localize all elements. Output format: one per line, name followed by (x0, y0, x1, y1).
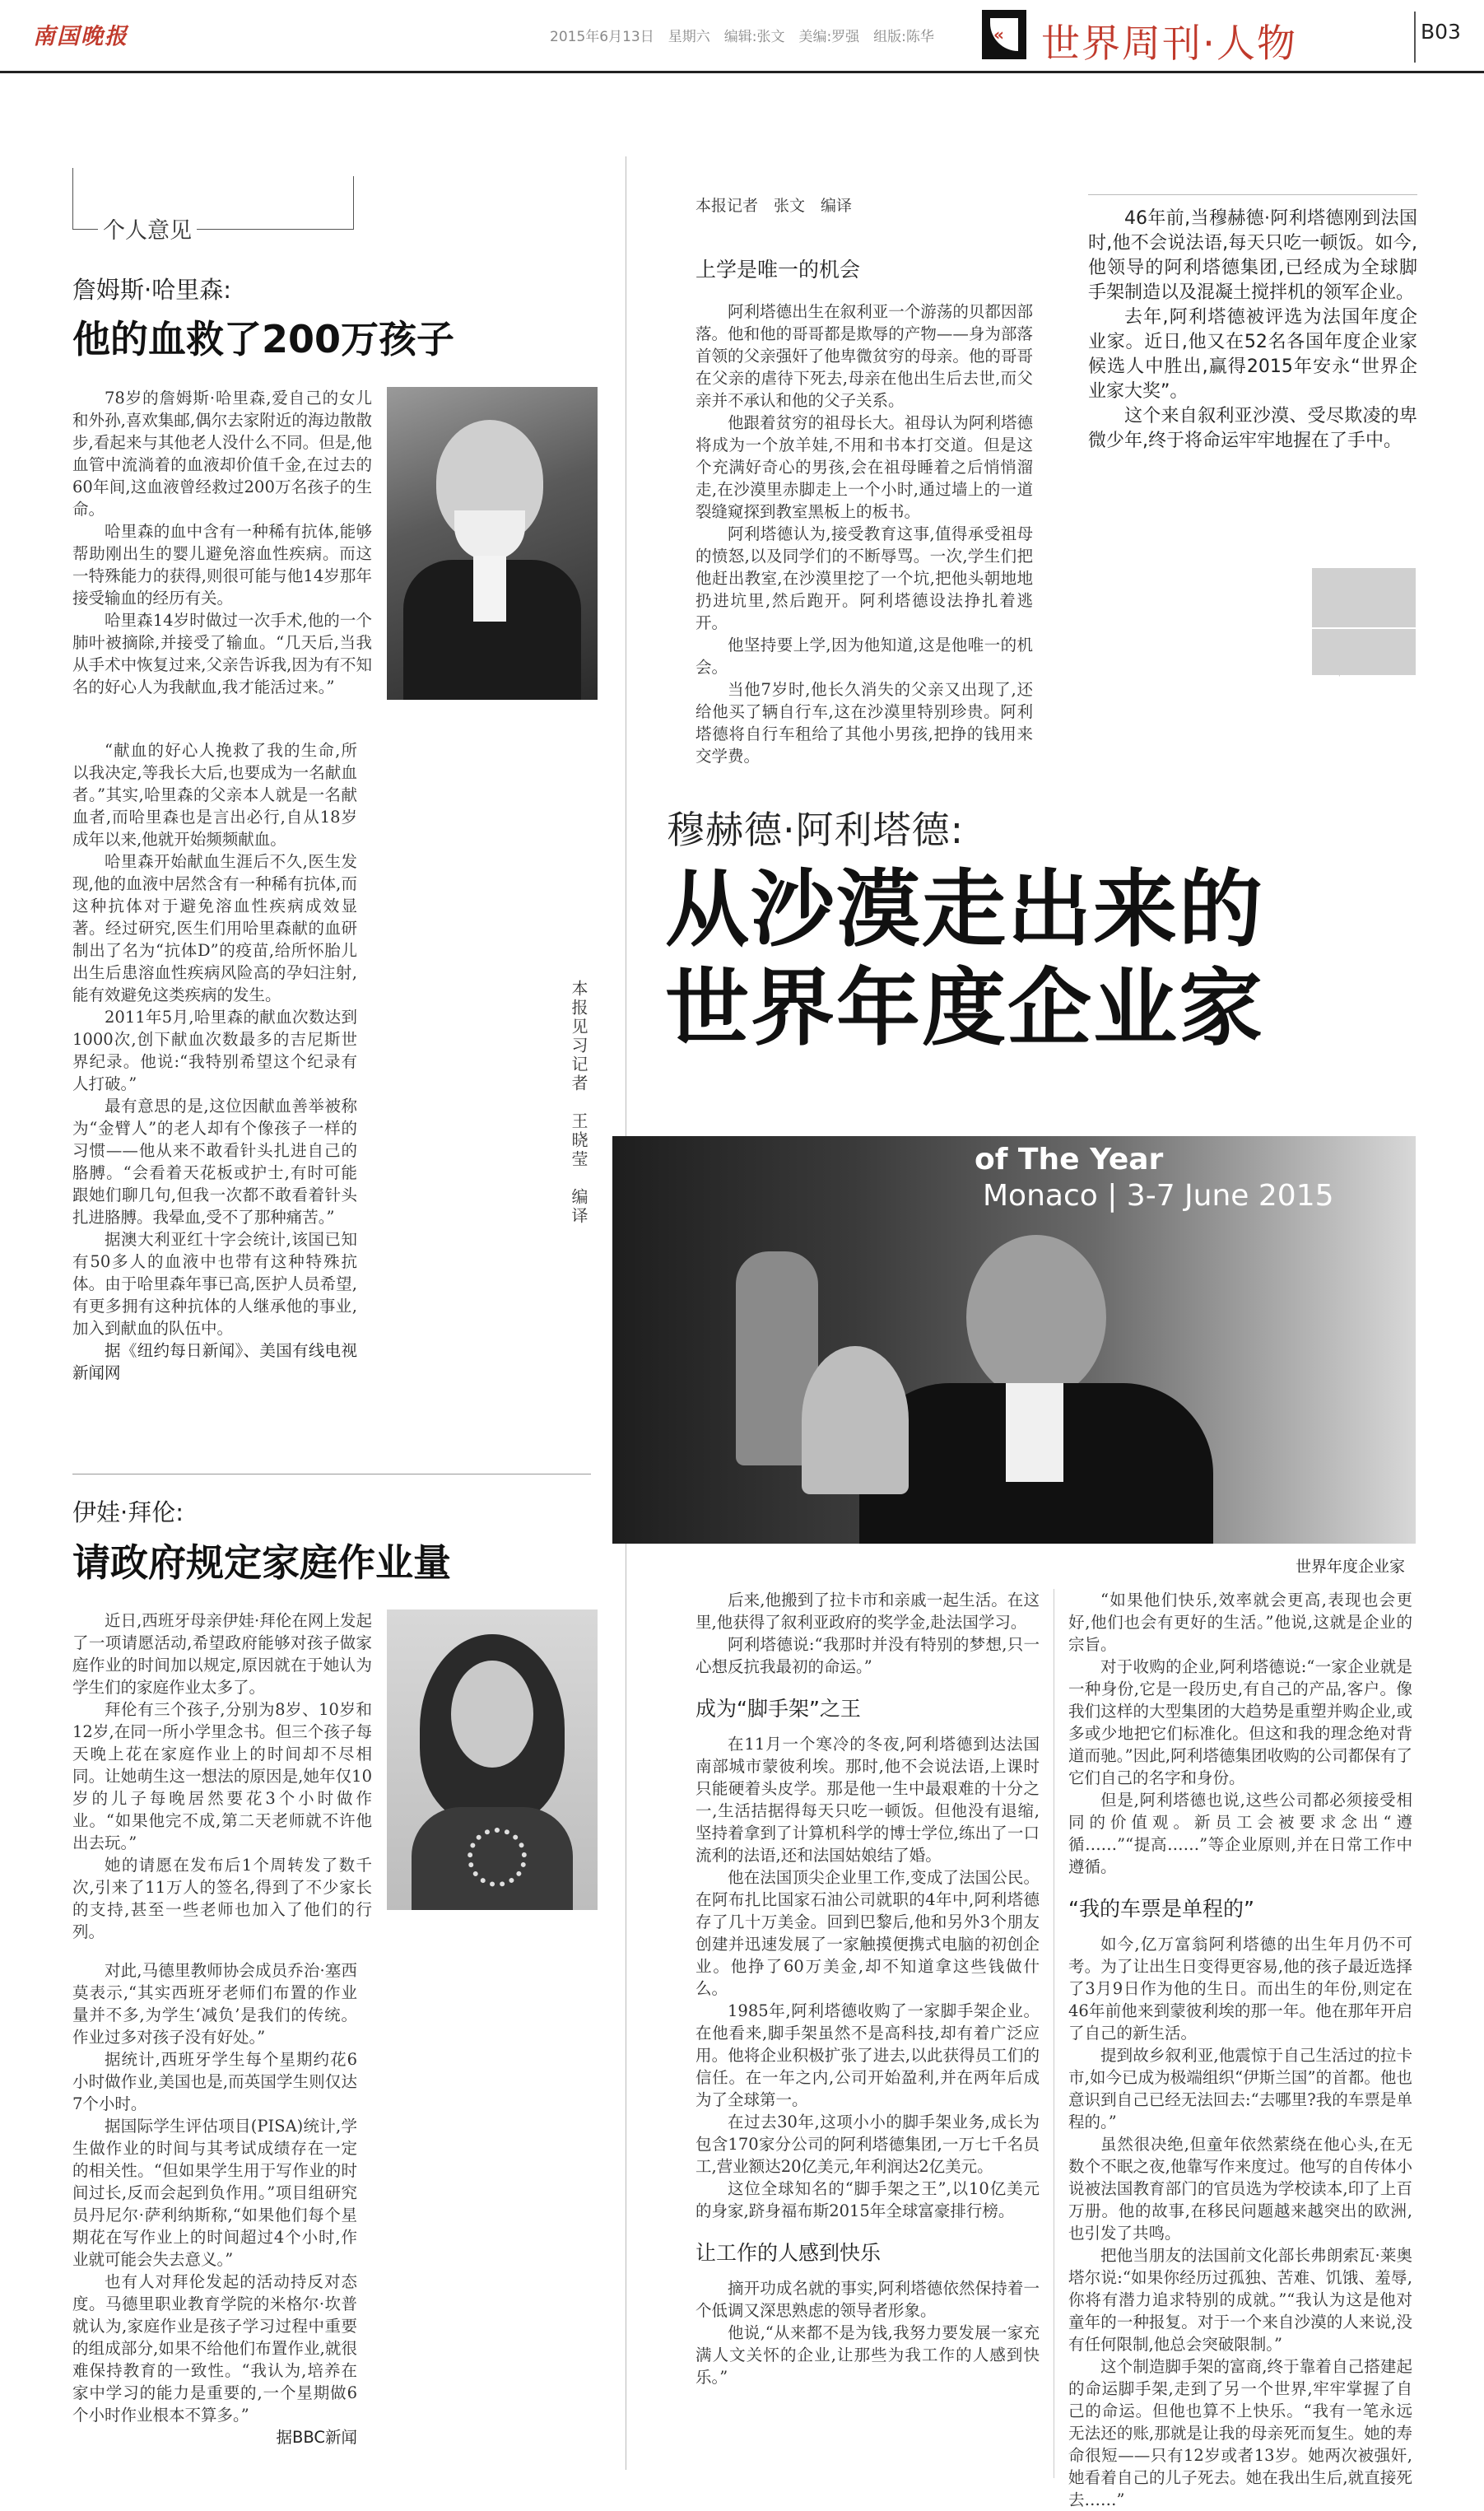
masthead-rule (0, 71, 1484, 73)
feature-kicker: 穆赫德·阿利塔德: (667, 808, 965, 852)
paragraph: 拜伦有三个孩子,分别为8岁、10岁和12岁,在同一所小学里念书。但三个孩子每天晚上花在家庭作业上的时间却不尽相同。让她萌生这一想法的原因是,她年仅10岁的儿子每晚居然要花3个小时做作业。“如果他完不成,第二天老师就不许他出去玩。” (72, 1700, 372, 1852)
feature-subhead-4: “我的车票是单程的” (1068, 1897, 1254, 1921)
photo-banner: Monaco | 3-7 June 2015 (983, 1179, 1334, 1213)
opinion-kicker-2: 伊娃·拜伦: (72, 1498, 184, 1526)
paragraph: 他坚持要上学,因为他知道,这是他唯一的机会。 (695, 636, 1033, 677)
page-number: B03 (1421, 20, 1461, 44)
paragraph: 据澳大利亚红十字会统计,该国已知有50多人的血液中也带有这种特殊抗体。由于哈里森年事已高,医护人员希望,有更多拥有这种抗体的人继承他的事业,加入到献血的队伍中。 (72, 1230, 357, 1338)
paragraph: 最有意思的是,这位因献血善举被称为“金臂人”的老人却有个像孩子一样的习惯——他从来不敢看针头扎进自己的胳膊。“会看着天花板或护士,有时可能跟她们聊几句,但我一次都不敢看着针头扎进胳膊。我晕血,受不了那种痛苦。” (72, 1097, 357, 1227)
paragraph: 但是,阿利塔德也说,这些公司都必须接受相同的价值观。新员工会被要求念出“遵循……”“提高……”等企业原则,并在日常工作中遵循。 (1068, 1791, 1412, 1876)
paragraph: 这个制造脚手架的富商,终于靠着自己搭建起的命运脚手架,走到了另一个世界,牢牢掌握了自己的命运。但他也算不上快乐。“我有一笔永远无法还的账,那就是让我的母亲死而复生。她的寿命很短——只有12岁或者13岁。她两次被强奸,她看着自己的儿子死去。她在我出生后,就直接死去……” (1068, 2357, 1412, 2509)
paragraph: 这个来自叙利亚沙漠、受尽欺凌的卑微少年,终于将命运牢牢地握在了手中。 (1088, 406, 1417, 451)
feature-section-1-body-a (695, 300, 1033, 767)
paragraph: 这位全球知名的“脚手架之王”,以10亿美元的身家,跻身福布斯2015年全球富豪排行榜。 (695, 2179, 1040, 2220)
paragraph: 78岁的詹姆斯·哈里森,爱自己的女儿和外孙,喜欢集邮,偶尔去家附近的海边散散步,看起来与其他老人没什么不同。但是,他血管中流淌着的血液却价值千金,在过去的60年间,这血液曾经救过200万名孩子的生命。 (72, 389, 372, 519)
paragraph: 46年前,当穆赫德·阿利塔德刚到法国时,他不会说法语,每天只吃一顿饭。如今,他领导的阿利塔德集团,已经成为全球脚手架制造以及混凝土搅拌机的领军企业。 (1088, 208, 1417, 303)
feature-headline-2: 世界年度企业家 (665, 960, 1264, 1058)
section-title: 世界周刊·人物 (1041, 21, 1297, 67)
section-mark-icon: « (982, 10, 1026, 59)
paragraph: 对此,马德里教师协会成员乔治·塞西莫表示,“其实西班牙老师们布置的作业量并不多,为学生‘减负’是我们的传统。作业过多对孩子没有好处。” (72, 1961, 357, 2047)
paragraph: 2011年5月,哈里森的献血次数达到1000次,创下献血次数最多的吉尼斯世界纪录。他说:“我特别希望这个纪录有人打破。” (72, 1008, 357, 1093)
page-number-divider (1414, 12, 1416, 63)
paragraph: 据统计,西班牙学生每个星期约花6小时做作业,美国也是,而英国学生则仅达7个小时。 (72, 2050, 357, 2113)
byline-vertical: 本报见习记者 王晓莹 编译 (569, 980, 588, 1226)
feature-subhead-1: 上学是唯一的机会 (695, 258, 861, 282)
paragraph: 阿利塔德出生在叙利亚一个游荡的贝都因部落。他和他的哥哥都是欺辱的产物——身为部落首领的父亲强奸了他卑微贫穷的母亲。他的哥哥在父亲的虐待下死去,母亲在他出生后去世,而父亲并不承认和他的父子关系。 (695, 302, 1033, 410)
paragraph: 据国际学生评估项目(PISA)统计,学生做作业的时间与其考试成绩存在一定的相关性。“但如果学生用于写作业的时间过长,反而会起到负作用。”项目组研究员丹尼尔·萨利纳斯称,“如果他们每个星期花在写作业上的时间超过4个小时,作业就可能会失去意义。” (72, 2117, 357, 2269)
speech-bubble-icon (1312, 568, 1416, 675)
masthead (0, 0, 1484, 82)
paragraph: 对于收购的企业,阿利塔德说:“一家企业就是一种身份,它是一段历史,有自己的产品,客户。像我们这样的大型集团的大趋势是重塑并购企业,或多或少地把它们标准化。但这和我的理念绝对背道而驰。”因此,阿利塔德集团收购的公司都保有了它们自己的名字和身份。 (1068, 1657, 1412, 1787)
harrison-photo (387, 387, 598, 700)
feature-column-a (695, 1589, 1040, 2388)
paragraph: “献血的好心人挽救了我的生命,所以我决定,等我长大后,也要成为一名献血者。”其实,哈里森的父亲本人就是一名献血者,而哈里森也是言出必行,自从18岁成年以来,他就开始频频献血。 (72, 741, 357, 849)
article-source: 据《纽约每日新闻》、美国有线电视新闻网 (72, 1341, 357, 1382)
paragraph: 在过去30年,这项小小的脚手架业务,成长为包含170家分公司的阿利塔德集团,一万七千名员工,营业额达20亿美元,年利润达2亿美元。 (695, 2113, 1040, 2176)
paragraph: 他跟着贫穷的祖母长大。祖母认为阿利塔德将成为一个放羊娃,不用和书本打交道。但是这个充满好奇心的男孩,会在祖母睡着之后悄悄溜走,在沙漠里赤脚走上一个小时,通过墙上的一道裂缝窥探到教室黑板上的板书。 (695, 413, 1033, 521)
paragraph: 摘开功成名就的事实,阿利塔德依然保持着一个低调又深思熟虑的领导者形象。 (695, 2279, 1040, 2320)
feature-byline: 本报记者 张文 编译 (695, 197, 853, 215)
alitalia-photo (612, 1136, 1416, 1544)
paragraph: 阿利塔德说:“我那时并没有特别的梦想,只一心想反抗我最初的命运。” (695, 1635, 1040, 1676)
paragraph: 他说,“从来都不是为钱,我努力要发展一家充满人文关怀的企业,让那些为我工作的人感到快乐。” (695, 2323, 1040, 2387)
opinion-headline-1: 他的血救了200万孩子 (72, 317, 455, 361)
opinion-kicker-1: 詹姆斯·哈里森: (72, 276, 231, 304)
paragraph: 哈里森开始献血生涯后不久,医生发现,他的血液中居然含有一种稀有抗体,而这种抗体对于避免溶血性疾病成效显著。经过研究,医生们用哈里森献的血研制出了名为“抗体D”的疫苗,给所怀胎儿出生后患溶血性疾病风险高的孕妇注射,能有效避免这类疾病的发生。 (72, 852, 357, 1004)
photo-caption: 世界年度企业家 (1296, 1558, 1406, 1576)
paragraph: 当他7岁时,他长久消失的父亲又出现了,还给他买了辆自行车,这在沙漠里特别珍贵。阿利塔德将自行车租给了其他小男孩,把挣的钱用来交学费。 (695, 680, 1033, 766)
byron-photo (387, 1610, 598, 1910)
paragraph: 他在法国顶尖企业里工作,变成了法国公民。在阿布扎比国家石油公司就职的4年中,阿利塔德存了几十万美金。回到巴黎后,他和另外3个朋友创建并迅速发展了一家触摸便携式电脑的初创企业。他挣了60万美金,却不知道拿这些钱做什么。 (695, 1868, 1040, 1998)
intro-text (1088, 207, 1417, 454)
paper-logo: 南国晚报 (33, 24, 128, 49)
paragraph: 虽然很决绝,但童年依然萦绕在他心头,在无数个不眠之夜,他靠写作来度过。他写的自传体小说被法国教育部门的官员选为学校读本,印了上百万册。他的故事,在移民问题越来越突出的欧洲,也引发了共鸣。 (1068, 2135, 1412, 2243)
opinion-headline-2: 请政府规定家庭作业量 (72, 1540, 451, 1585)
paragraph: 后来,他搬到了拉卡市和亲戚一起生活。在这里,他获得了叙利亚政府的奖学金,赴法国学习。 (695, 1591, 1040, 1632)
opinion-label-box (72, 176, 354, 244)
feature-column-b (1068, 1589, 1412, 2511)
paragraph: 哈里森的血中含有一种稀有抗体,能够帮助刚出生的婴儿避免溶血性疾病。而这一特殊能力的获得,则很可能与他14岁那年接受输血的经历有关。 (72, 522, 372, 608)
paragraph: 近日,西班牙母亲伊娃·拜伦在网上发起了一项请愿活动,希望政府能够对孩子做家庭作业的时间加以规定,原因就在于她认为学生们的家庭作业太多了。 (72, 1611, 372, 1697)
paragraph: 把他当朋友的法国前文化部长弗朗索瓦·莱奥塔尔说:“如果你经历过孤独、苦难、饥饿、羞辱,你将有潜力追求特别的成就。”“我认为这是他对童年的一种报复。对于一个来自沙漠的人来说,没有任何限制,他总会突破限制。” (1068, 2246, 1412, 2354)
paragraph: 阿利塔德认为,接受教育这事,值得承受祖母的愤怒,以及同学们的不断辱骂。一次,学生们把他赶出教室,在沙漠里挖了一个坑,把他头朝地地扔进坑里,然后跑开。阿利塔德设法挣扎着逃开。 (695, 524, 1033, 632)
photo-banner-top: of The Year (975, 1143, 1164, 1176)
opinion-article-2-body-b (72, 1959, 357, 2448)
opinion-label-corner (72, 168, 83, 176)
opinion-label: 个人意见 (98, 212, 197, 245)
issue-meta: 2015年6月13日 星期六 编辑:张文 美编:罗强 组版:陈华 (550, 29, 934, 45)
feature-subhead-3: 让工作的人感到快乐 (695, 2241, 882, 2265)
paragraph: 也有人对拜伦发起的活动持反对态度。马德里职业教育学院的米格尔·坎普就认为,家庭作业是孩子学习过程中重要的组成部分,如果不给他们布置作业,就很难保持教育的一致性。“我认为,培养在家中学习的能力是重要的,一个星期做6个小时作业根本不算多。” (72, 2272, 357, 2425)
opinion-article-1-body-b (72, 739, 357, 1384)
feature-subhead-2: 成为“脚手架”之王 (695, 1697, 861, 1721)
opinion-article-2-body-a (72, 1610, 372, 1943)
paragraph: 1985年,阿利塔德收购了一家脚手架企业。在他看来,脚手架虽然不是高科技,却有着广泛应用。他将企业积极扩张了进去,以此获得员工们的信任。在一年之内,公司开始盈利,并在两年后成为了全球第一。 (695, 2001, 1040, 2109)
paragraph: 提到故乡叙利亚,他震惊于自己生活过的拉卡市,如今已成为极端组织“伊斯兰国”的首都。他也意识到自己已经无法回去:“去哪里?我的车票是单程的。” (1068, 2046, 1412, 2131)
paragraph: “如果他们快乐,效率就会更高,表现也会更好,他们也会有更好的生活。”他说,这就是企业的宗旨。 (1068, 1591, 1412, 1654)
paragraph: 去年,阿利塔德被评选为法国年度企业家。近日,他又在52名各国年度企业家候选人中胜出,赢得2015年安永“世界企业家大奖”。 (1088, 307, 1417, 402)
feature-headline-1: 从沙漠走出来的 (665, 861, 1264, 959)
article-source: 据BBC新闻 (276, 2428, 357, 2447)
paragraph: 在11月一个寒冷的冬夜,阿利塔德到达法国南部城市蒙彼利埃。那时,他不会说法语,上课时只能硬着头皮学。那是他一生中最艰难的十分之一,生活拮据得每天只吃一顿饭。但他没有退缩,坚持着拿到了计算机科学的博士学位,练出了一口流利的法语,还和法国姑娘结了婚。 (695, 1735, 1040, 1865)
opinion-article-1-body-a (72, 387, 372, 698)
intro-box (1088, 194, 1417, 549)
paragraph: 她的请愿在发布后1个周转发了数千次,引来了11万人的签名,得到了不少家长的支持,甚至一些老师也加入了他们的行列。 (72, 1856, 372, 1941)
paragraph: 哈里森14岁时做过一次手术,他的一个肺叶被摘除,并接受了输血。“几天后,当我从手术中恢复过来,父亲告诉我,因为有不知名的好心人为我献血,我才能活过来。” (72, 611, 372, 696)
paragraph: 如今,亿万富翁阿利塔德的出生年月仍不可考。为了让出生日变得更容易,他的孩子最近选择了3月9日作为他的生日。而出生的年份,则定在46年前他来到蒙彼利埃的那一年。他在那年开启了自己的新生活。 (1068, 1935, 1412, 2043)
